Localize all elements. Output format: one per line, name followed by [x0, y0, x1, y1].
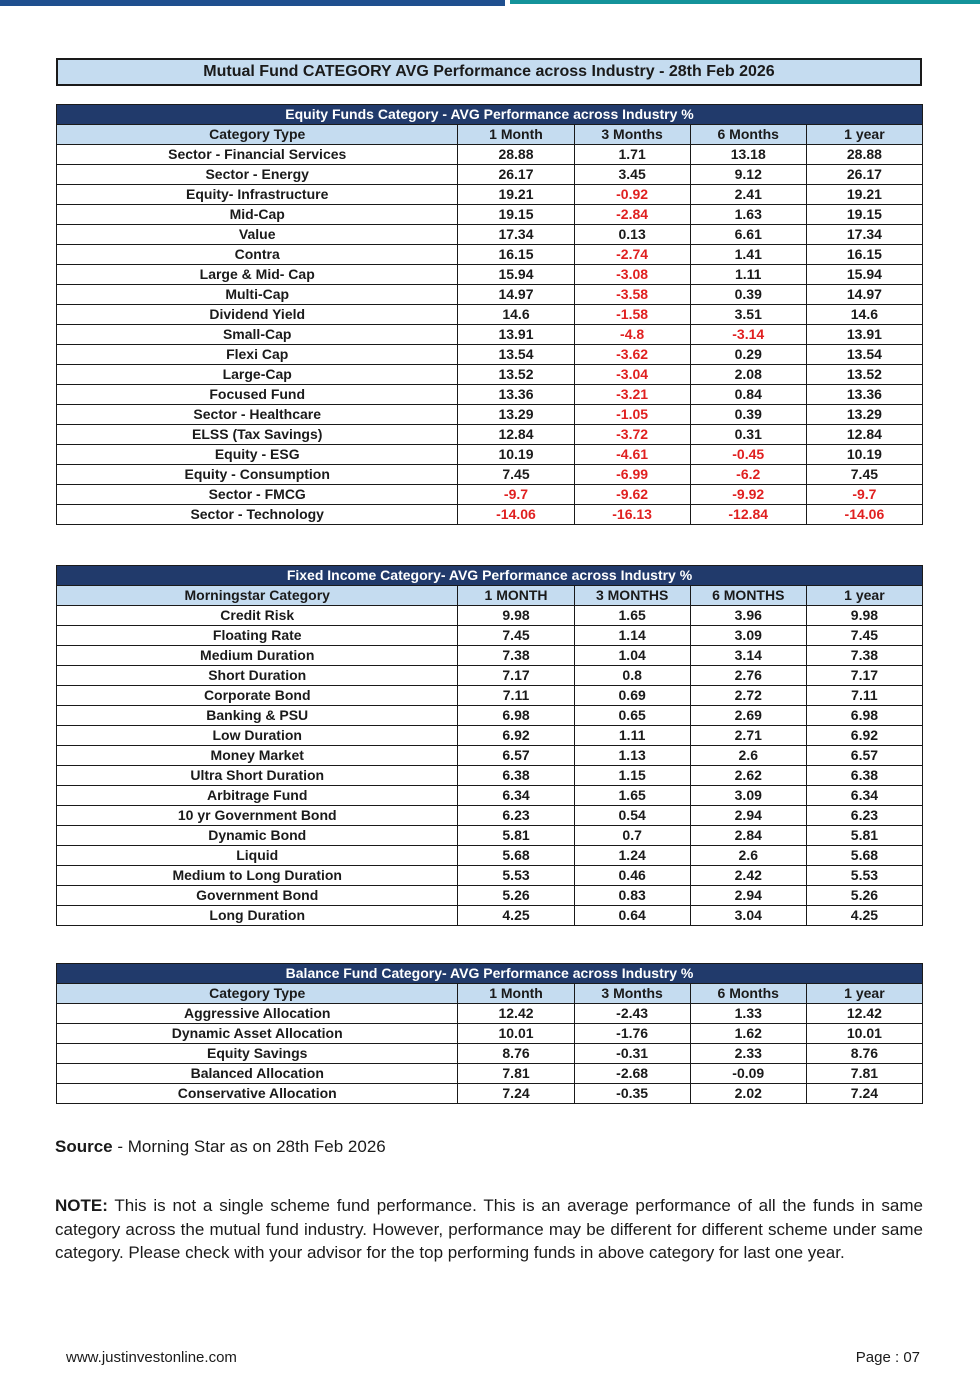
category-name-cell: Corporate Bond — [57, 686, 458, 706]
value-cell: 5.26 — [458, 886, 574, 906]
value-cell: 12.42 — [806, 1004, 922, 1024]
column-header: 1 year — [806, 586, 922, 606]
table-row — [57, 425, 923, 445]
column-header: 1 MONTH — [458, 586, 574, 606]
value-cell: 4.25 — [806, 906, 922, 926]
value-cell: 6.61 — [690, 225, 806, 245]
value-cell: -3.72 — [574, 425, 690, 445]
value-cell: 13.91 — [806, 325, 922, 345]
value-cell: 7.45 — [806, 465, 922, 485]
value-cell: 13.91 — [458, 325, 574, 345]
value-cell: 14.6 — [458, 305, 574, 325]
value-cell: 6.38 — [806, 766, 922, 786]
note-text: This is not a single scheme fund performance. This is an average performance of all the funds in same category across the mutual fund industry. However, performance may be different for different scheme under same category. Please check with your advisor for the top performing funds in above category for last one year. — [55, 1196, 923, 1262]
value-cell: 13.52 — [806, 365, 922, 385]
value-cell: 0.29 — [690, 345, 806, 365]
category-name-cell: 10 yr Government Bond — [57, 806, 458, 826]
value-cell: 5.81 — [806, 826, 922, 846]
category-name-cell: Sector - Financial Services — [57, 145, 458, 165]
table-row — [57, 345, 923, 365]
table-row — [57, 1064, 923, 1084]
value-cell: 2.42 — [690, 866, 806, 886]
value-cell: 13.29 — [458, 405, 574, 425]
value-cell: -3.14 — [690, 325, 806, 345]
column-header: 6 Months — [690, 125, 806, 145]
value-cell: 14.97 — [806, 285, 922, 305]
footer-page-number: Page : 07 — [855, 1349, 920, 1366]
table-row — [57, 1004, 923, 1024]
value-cell: -6.99 — [574, 465, 690, 485]
table-row — [57, 245, 923, 265]
category-name-cell: Credit Risk — [57, 606, 458, 626]
value-cell: -1.58 — [574, 305, 690, 325]
source-label: Source — [55, 1137, 113, 1156]
value-cell: 6.92 — [806, 726, 922, 746]
value-cell: 2.33 — [690, 1044, 806, 1064]
value-cell: 7.24 — [806, 1084, 922, 1104]
value-cell: 26.17 — [458, 165, 574, 185]
table-row — [57, 385, 923, 405]
value-cell: 7.11 — [458, 686, 574, 706]
table-row — [57, 726, 923, 746]
category-name-cell: Medium Duration — [57, 646, 458, 666]
category-name-cell: Sector - Healthcare — [57, 405, 458, 425]
column-header: Category Type — [57, 125, 458, 145]
table-row — [57, 285, 923, 305]
category-name-cell: Banking & PSU — [57, 706, 458, 726]
value-cell: 19.15 — [806, 205, 922, 225]
value-cell: -0.92 — [574, 185, 690, 205]
top-accent-bar — [0, 0, 980, 6]
value-cell: 1.11 — [690, 265, 806, 285]
value-cell: 12.42 — [458, 1004, 574, 1024]
value-cell: 10.19 — [458, 445, 574, 465]
category-name-cell: Focused Fund — [57, 385, 458, 405]
value-cell: 19.21 — [806, 185, 922, 205]
column-header: 1 year — [806, 125, 922, 145]
value-cell: 19.15 — [458, 205, 574, 225]
value-cell: 8.76 — [806, 1044, 922, 1064]
value-cell: -14.06 — [806, 505, 922, 525]
value-cell: -3.58 — [574, 285, 690, 305]
value-cell: 13.36 — [458, 385, 574, 405]
value-cell: -3.08 — [574, 265, 690, 285]
value-cell: 13.29 — [806, 405, 922, 425]
value-cell: 12.84 — [806, 425, 922, 445]
table-header-row — [57, 984, 923, 1004]
value-cell: 2.76 — [690, 666, 806, 686]
table-caption-row — [57, 964, 923, 984]
value-cell: 6.23 — [806, 806, 922, 826]
value-cell: -6.2 — [690, 465, 806, 485]
value-cell: 7.45 — [458, 465, 574, 485]
category-name-cell: Dynamic Asset Allocation — [57, 1024, 458, 1044]
table-caption-row — [57, 566, 923, 586]
column-header: 3 MONTHS — [574, 586, 690, 606]
value-cell: -16.13 — [574, 505, 690, 525]
top-accent-teal — [510, 0, 980, 4]
table-caption: Fixed Income Category- AVG Performance across Industry % — [57, 566, 923, 586]
category-name-cell: Balanced Allocation — [57, 1064, 458, 1084]
value-cell: -0.09 — [690, 1064, 806, 1084]
value-cell: 2.71 — [690, 726, 806, 746]
value-cell: -3.21 — [574, 385, 690, 405]
value-cell: -0.35 — [574, 1084, 690, 1104]
top-accent-blue — [0, 0, 505, 6]
value-cell: -2.43 — [574, 1004, 690, 1024]
value-cell: 2.62 — [690, 766, 806, 786]
table-row — [57, 686, 923, 706]
value-cell: 1.11 — [574, 726, 690, 746]
value-cell: 17.34 — [458, 225, 574, 245]
value-cell: 6.57 — [458, 746, 574, 766]
value-cell: -2.74 — [574, 245, 690, 265]
table-row — [57, 646, 923, 666]
category-name-cell: Flexi Cap — [57, 345, 458, 365]
value-cell: 15.94 — [458, 265, 574, 285]
value-cell: 10.19 — [806, 445, 922, 465]
value-cell: 3.09 — [690, 626, 806, 646]
value-cell: -2.84 — [574, 205, 690, 225]
value-cell: 9.12 — [690, 165, 806, 185]
value-cell: 0.13 — [574, 225, 690, 245]
table-row — [57, 225, 923, 245]
table-row — [57, 706, 923, 726]
table-row — [57, 826, 923, 846]
category-name-cell: Conservative Allocation — [57, 1084, 458, 1104]
value-cell: 0.83 — [574, 886, 690, 906]
value-cell: 28.88 — [458, 145, 574, 165]
category-name-cell: Large-Cap — [57, 365, 458, 385]
category-name-cell: Medium to Long Duration — [57, 866, 458, 886]
value-cell: 13.36 — [806, 385, 922, 405]
value-cell: 7.45 — [806, 626, 922, 646]
value-cell: 14.6 — [806, 305, 922, 325]
category-name-cell: Low Duration — [57, 726, 458, 746]
note-label: NOTE: — [55, 1196, 108, 1215]
table-row — [57, 405, 923, 425]
value-cell: -4.61 — [574, 445, 690, 465]
value-cell: 6.57 — [806, 746, 922, 766]
table-row — [57, 365, 923, 385]
value-cell: 7.45 — [458, 626, 574, 646]
value-cell: -3.62 — [574, 345, 690, 365]
source-text: - Morning Star as on 28th Feb 2026 — [112, 1137, 386, 1156]
value-cell: -1.05 — [574, 405, 690, 425]
category-name-cell: Liquid — [57, 846, 458, 866]
table-row — [57, 666, 923, 686]
value-cell: 0.54 — [574, 806, 690, 826]
value-cell: 6.34 — [458, 786, 574, 806]
category-name-cell: Equity- Infrastructure — [57, 185, 458, 205]
value-cell: 7.24 — [458, 1084, 574, 1104]
value-cell: 16.15 — [458, 245, 574, 265]
table-row — [57, 305, 923, 325]
category-name-cell: Short Duration — [57, 666, 458, 686]
table-row — [57, 866, 923, 886]
value-cell: 7.17 — [806, 666, 922, 686]
value-cell: 26.17 — [806, 165, 922, 185]
value-cell: 10.01 — [458, 1024, 574, 1044]
value-cell: 6.38 — [458, 766, 574, 786]
category-name-cell: Money Market — [57, 746, 458, 766]
value-cell: 13.18 — [690, 145, 806, 165]
value-cell: 0.8 — [574, 666, 690, 686]
table-row — [57, 145, 923, 165]
value-cell: 0.46 — [574, 866, 690, 886]
value-cell: 17.34 — [806, 225, 922, 245]
value-cell: 3.04 — [690, 906, 806, 926]
value-cell: -9.7 — [458, 485, 574, 505]
value-cell: 7.17 — [458, 666, 574, 686]
value-cell: 5.53 — [458, 866, 574, 886]
value-cell: 7.38 — [458, 646, 574, 666]
value-cell: 0.69 — [574, 686, 690, 706]
value-cell: 5.68 — [458, 846, 574, 866]
footer-website[interactable]: www.justinvestonline.com — [66, 1349, 237, 1366]
value-cell: 12.84 — [458, 425, 574, 445]
table-row — [57, 165, 923, 185]
column-header: Morningstar Category — [57, 586, 458, 606]
value-cell: 1.33 — [690, 1004, 806, 1024]
value-cell: 6.34 — [806, 786, 922, 806]
value-cell: 7.81 — [806, 1064, 922, 1084]
value-cell: 4.25 — [458, 906, 574, 926]
table-row — [57, 786, 923, 806]
value-cell: 2.6 — [690, 846, 806, 866]
value-cell: 1.41 — [690, 245, 806, 265]
value-cell: 0.65 — [574, 706, 690, 726]
category-name-cell: Equity - ESG — [57, 445, 458, 465]
value-cell: 6.92 — [458, 726, 574, 746]
value-cell: 2.08 — [690, 365, 806, 385]
value-cell: 9.98 — [458, 606, 574, 626]
table-caption: Balance Fund Category- AVG Performance across Industry % — [57, 964, 923, 984]
fixed-income-table — [56, 565, 923, 926]
table-row — [57, 906, 923, 926]
value-cell: 7.38 — [806, 646, 922, 666]
value-cell: -9.7 — [806, 485, 922, 505]
table-header-row — [57, 125, 923, 145]
table-row — [57, 846, 923, 866]
table-row — [57, 606, 923, 626]
balance-fund-table — [56, 963, 923, 1104]
value-cell: 13.54 — [458, 345, 574, 365]
category-name-cell: ELSS (Tax Savings) — [57, 425, 458, 445]
value-cell: 19.21 — [458, 185, 574, 205]
value-cell: 1.24 — [574, 846, 690, 866]
category-name-cell: Sector - FMCG — [57, 485, 458, 505]
value-cell: 0.39 — [690, 285, 806, 305]
value-cell: 1.65 — [574, 786, 690, 806]
value-cell: 3.14 — [690, 646, 806, 666]
note-paragraph — [55, 1194, 923, 1265]
table-caption: Equity Funds Category - AVG Performance across Industry % — [57, 105, 923, 125]
category-name-cell: Equity Savings — [57, 1044, 458, 1064]
category-name-cell: Arbitrage Fund — [57, 786, 458, 806]
value-cell: 5.53 — [806, 866, 922, 886]
value-cell: 9.98 — [806, 606, 922, 626]
value-cell: 7.81 — [458, 1064, 574, 1084]
value-cell: 0.7 — [574, 826, 690, 846]
value-cell: 2.94 — [690, 806, 806, 826]
column-header: 3 Months — [574, 125, 690, 145]
category-name-cell: Large & Mid- Cap — [57, 265, 458, 285]
table-row — [57, 465, 923, 485]
value-cell: -9.62 — [574, 485, 690, 505]
column-header: 3 Months — [574, 984, 690, 1004]
value-cell: 10.01 — [806, 1024, 922, 1044]
category-name-cell: Aggressive Allocation — [57, 1004, 458, 1024]
category-name-cell: Sector - Energy — [57, 165, 458, 185]
value-cell: 6.98 — [458, 706, 574, 726]
table-row — [57, 626, 923, 646]
table-row — [57, 886, 923, 906]
value-cell: 1.14 — [574, 626, 690, 646]
value-cell: 6.98 — [806, 706, 922, 726]
table-header-row — [57, 586, 923, 606]
table-row — [57, 1024, 923, 1044]
source-line — [55, 1137, 386, 1157]
value-cell: 16.15 — [806, 245, 922, 265]
value-cell: 15.94 — [806, 265, 922, 285]
value-cell: -14.06 — [458, 505, 574, 525]
table-row — [57, 1084, 923, 1104]
column-header: 1 Month — [458, 984, 574, 1004]
value-cell: 0.39 — [690, 405, 806, 425]
category-name-cell: Sector - Technology — [57, 505, 458, 525]
value-cell: -3.04 — [574, 365, 690, 385]
value-cell: 2.41 — [690, 185, 806, 205]
value-cell: 6.23 — [458, 806, 574, 826]
value-cell: 13.54 — [806, 345, 922, 365]
value-cell: 2.72 — [690, 686, 806, 706]
category-name-cell: Multi-Cap — [57, 285, 458, 305]
table-row — [57, 185, 923, 205]
value-cell: 28.88 — [806, 145, 922, 165]
value-cell: 2.94 — [690, 886, 806, 906]
category-name-cell: Ultra Short Duration — [57, 766, 458, 786]
value-cell: 2.6 — [690, 746, 806, 766]
value-cell: 8.76 — [458, 1044, 574, 1064]
value-cell: 1.65 — [574, 606, 690, 626]
table-caption-row — [57, 105, 923, 125]
value-cell: 3.96 — [690, 606, 806, 626]
equity-funds-table — [56, 104, 923, 525]
category-name-cell: Long Duration — [57, 906, 458, 926]
column-header: 1 Month — [458, 125, 574, 145]
value-cell: 1.15 — [574, 766, 690, 786]
value-cell: 5.81 — [458, 826, 574, 846]
value-cell: 0.64 — [574, 906, 690, 926]
value-cell: 13.52 — [458, 365, 574, 385]
table-row — [57, 766, 923, 786]
value-cell: 5.68 — [806, 846, 922, 866]
category-name-cell: Mid-Cap — [57, 205, 458, 225]
value-cell: 0.84 — [690, 385, 806, 405]
column-header: Category Type — [57, 984, 458, 1004]
table-row — [57, 205, 923, 225]
value-cell: 3.09 — [690, 786, 806, 806]
category-name-cell: Equity - Consumption — [57, 465, 458, 485]
value-cell: -0.45 — [690, 445, 806, 465]
table-row — [57, 746, 923, 766]
table-row — [57, 445, 923, 465]
value-cell: 3.51 — [690, 305, 806, 325]
value-cell: -0.31 — [574, 1044, 690, 1064]
value-cell: -12.84 — [690, 505, 806, 525]
category-name-cell: Dividend Yield — [57, 305, 458, 325]
value-cell: 1.71 — [574, 145, 690, 165]
category-name-cell: Value — [57, 225, 458, 245]
value-cell: 3.45 — [574, 165, 690, 185]
value-cell: 7.11 — [806, 686, 922, 706]
value-cell: 1.13 — [574, 746, 690, 766]
table-row — [57, 325, 923, 345]
value-cell: 1.04 — [574, 646, 690, 666]
column-header: 6 Months — [690, 984, 806, 1004]
column-header: 6 MONTHS — [690, 586, 806, 606]
column-header: 1 year — [806, 984, 922, 1004]
value-cell: -2.68 — [574, 1064, 690, 1084]
category-name-cell: Government Bond — [57, 886, 458, 906]
category-name-cell: Contra — [57, 245, 458, 265]
value-cell: 2.69 — [690, 706, 806, 726]
value-cell: -9.92 — [690, 485, 806, 505]
category-name-cell: Small-Cap — [57, 325, 458, 345]
value-cell: 5.26 — [806, 886, 922, 906]
category-name-cell: Dynamic Bond — [57, 826, 458, 846]
value-cell: 1.62 — [690, 1024, 806, 1044]
value-cell: 0.31 — [690, 425, 806, 445]
value-cell: -4.8 — [574, 325, 690, 345]
table-row — [57, 1044, 923, 1064]
value-cell: 1.63 — [690, 205, 806, 225]
value-cell: 2.84 — [690, 826, 806, 846]
table-row — [57, 485, 923, 505]
category-name-cell: Floating Rate — [57, 626, 458, 646]
page-title: Mutual Fund CATEGORY AVG Performance across Industry - 28th Feb 2026 — [56, 58, 922, 86]
table-row — [57, 505, 923, 525]
table-row — [57, 265, 923, 285]
value-cell: 2.02 — [690, 1084, 806, 1104]
value-cell: 14.97 — [458, 285, 574, 305]
table-row — [57, 806, 923, 826]
value-cell: -1.76 — [574, 1024, 690, 1044]
